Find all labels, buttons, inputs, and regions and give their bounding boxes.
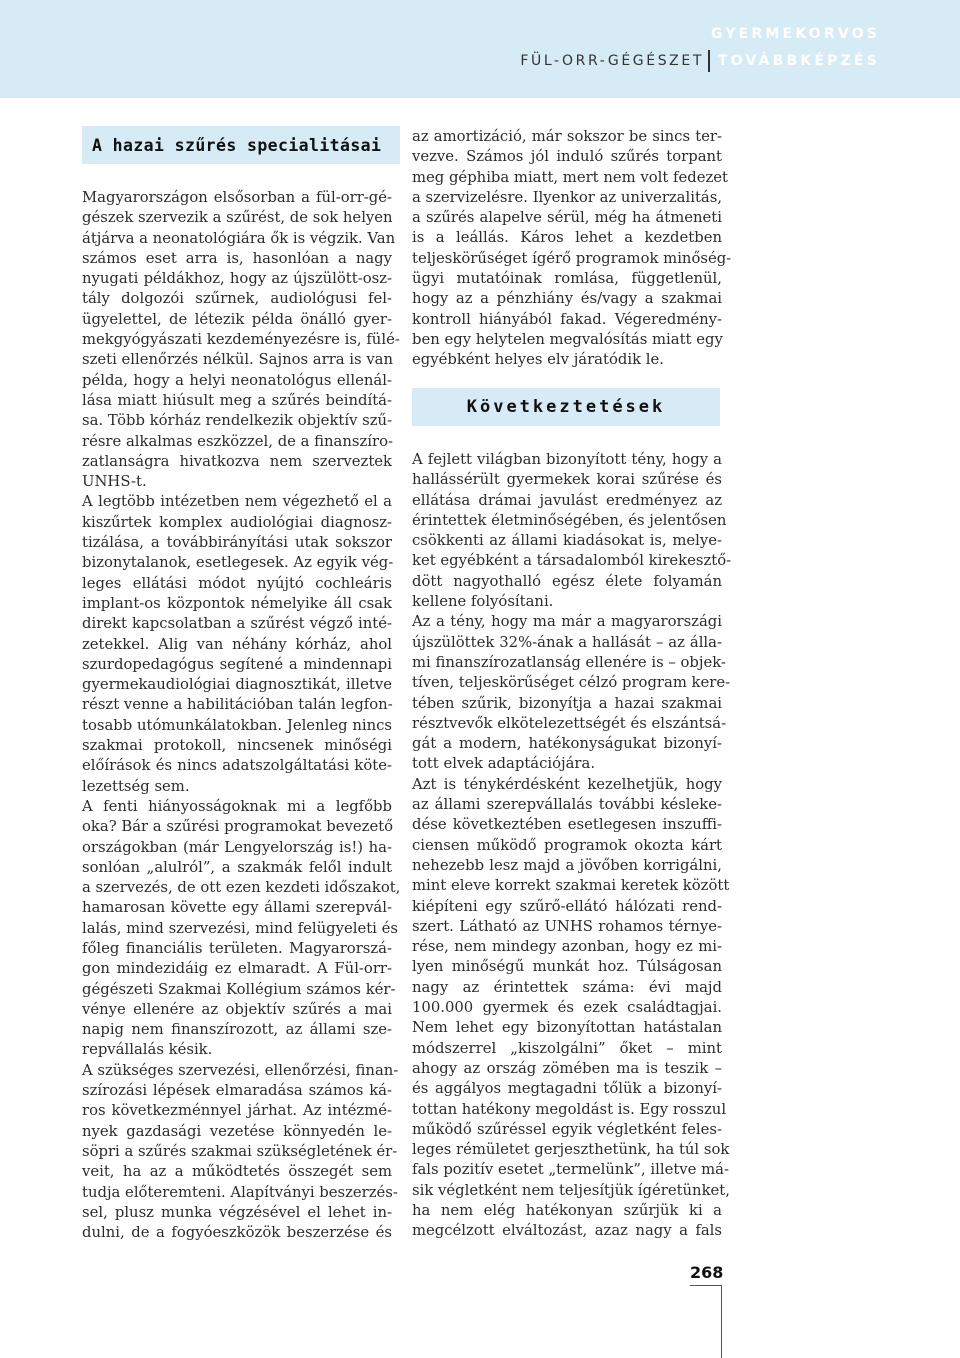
text-line: veit, ha az a működtetés összegét sem <box>82 1163 392 1181</box>
text-line: vezve. Számos jól induló szűrés torpant <box>412 148 722 166</box>
text-line: fals pozitív esetet „termelünk”, illetve má- <box>412 1161 729 1179</box>
text-line: ket egyébként a társadalomból kirekesztő- <box>412 552 732 570</box>
page-number: 268 <box>690 1263 724 1282</box>
section-heading-hazai-szures: A hazai szűrés specialitásai <box>82 126 400 164</box>
text-line: országokban (már Lengyelország is!) ha- <box>82 838 392 856</box>
text-line: Az a tény, hogy ma már a magyarországi <box>412 613 722 631</box>
text-line: gon mindezidáig ez elmaradt. A Fül-orr- <box>82 960 392 978</box>
text-line: leges rémületet gerjeszthetünk, ha túl sok <box>412 1141 730 1159</box>
text-line: kontroll hiányából fakad. Végeredmény- <box>412 310 722 328</box>
text-line: megcélzott elváltozást, azaz nagy a fals <box>412 1222 722 1240</box>
text-line: szírozási lépések elmaradása számos ká- <box>82 1082 392 1100</box>
text-line: a szűrés alapelve sérül, még ha átmeneti <box>412 209 722 227</box>
text-line: dött nagyothalló egész élete folyamán <box>412 572 722 590</box>
text-line: példa, hogy a helyi neonatológus ellenál- <box>82 371 392 389</box>
text-line: kellene folyósítani. <box>412 593 554 611</box>
text-line: ügyi mutatóinak romlása, függetlenül, <box>412 270 722 288</box>
text-line: tizálása, a továbbirányítási utak sokszor <box>82 534 392 552</box>
text-line: Azt is ténykérdésként kezelhetjük, hogy <box>412 775 722 793</box>
text-line: meg géphiba miatt, mert nem volt fedezet <box>412 168 728 186</box>
text-line: mint eleve korrekt szakmai keretek között <box>412 877 730 895</box>
text-line: tott elvek adaptációjára. <box>412 755 596 773</box>
text-line: ciensen működő programok okozta kárt <box>412 836 722 854</box>
text-line: lása miatt hiúsult meg a szűrés beindítá- <box>82 391 392 409</box>
text-line: szert. Látható az UNHS rohamos térnye- <box>412 917 722 935</box>
text-line: módszerrel „kiszolgálni” őket – mint <box>412 1039 722 1057</box>
text-line: átjárva a neonatológiára ők is végzik. Van <box>82 229 396 247</box>
text-line: nehezebb lesz majd a jövőben korrigálni, <box>412 856 722 874</box>
text-line: A fejlett világban bizonyított tény, hogy a <box>412 451 722 468</box>
text-line: tudja előteremteni. Alapítványi beszerzés- <box>82 1183 398 1201</box>
text-line: UNHS-t. <box>82 473 147 491</box>
text-line: bizonytalanok, esetlegesek. Az egyik vég- <box>82 554 394 572</box>
header-divider <box>708 50 710 72</box>
text-line: kiépíteni egy szűrő-ellátó hálózati rend- <box>412 897 722 915</box>
header-type: TOVÁBBKÉPZÉS <box>717 53 880 69</box>
text-line: gát a modern, hatékonyságukat bizonyí- <box>412 735 722 753</box>
text-line: sel, plusz munka végzésével el lehet in- <box>82 1203 392 1221</box>
text-line: résztvevők elkötelezettségét és elszántsá- <box>412 714 727 732</box>
header-band <box>0 0 960 98</box>
right-column-conclusions <box>412 450 732 1242</box>
text-line: az állami szerepvállalás további késleke- <box>412 796 722 814</box>
text-line: hogy az a pénzhiány és/vagy a szakmai <box>412 290 722 308</box>
text-line: számos eset arra is, hasonlóan a nagy <box>82 249 392 267</box>
text-line: részt venne a habilitációban talán legfon- <box>82 696 393 714</box>
section-heading-kovetkeztetesek: Következtetések <box>412 388 720 426</box>
text-line: kiszűrtek komplex audiológiai diagnosz- <box>82 513 392 531</box>
text-line: ügyelettel, de létezik példa önálló gyer- <box>82 310 392 328</box>
text-line: újszülöttek 32%-ának a hallását – az álla- <box>412 633 722 651</box>
text-line: dése következtében esetlegesen inszuffi- <box>412 816 722 834</box>
text-line: az amortizáció, már sokszor be sincs ter- <box>412 128 722 145</box>
text-line: tében szűrik, bizonyítja a hazai szakmai <box>412 694 722 712</box>
text-line: résre alkalmas eszközzel, de a finanszíro- <box>82 432 394 450</box>
text-line: napig nem finanszírozott, az állami sze- <box>82 1021 392 1039</box>
text-line: tottan hatékony megoldást is. Egy rosszul <box>412 1100 727 1118</box>
text-line: ben egy helytelen megvalósítás miatt egy <box>412 330 723 348</box>
text-line: nyek gazdasági vezetése könnyedén le- <box>82 1122 392 1140</box>
text-line: gégészeti Szakmai Kollégium számos kér- <box>82 980 396 998</box>
text-line: is a leállás. Káros lehet a kezdetben <box>412 229 722 247</box>
text-line: csökkenti az állami kiadásokat is, melye- <box>412 532 722 550</box>
text-line: Magyarországon elsősorban a fül-orr-gé- <box>82 189 392 206</box>
text-line: a szervezés, de ott ezen kezdeti időszakot, <box>82 879 401 897</box>
text-line: szurdopedagógus segítené a mindennapi <box>82 655 392 673</box>
text-line: oka? Bár a szűrési programokat bevezető <box>82 818 394 836</box>
text-line: söpri a szűrés szakmai szükségletének ér- <box>82 1142 398 1160</box>
left-column-text <box>82 188 401 1243</box>
text-line: egyébként helyes elv járatódik le. <box>412 351 664 369</box>
text-line: lalás, mind szervezési, mind felügyeleti és <box>82 919 398 937</box>
text-line: lezettség sem. <box>82 777 190 795</box>
text-line: tosabb utómunkálatokban. Jelenleg nincs <box>82 716 392 734</box>
text-line: hamarosan követte egy állami szerepvál- <box>82 899 392 917</box>
text-line: tíven, teljeskörűséget célzó program kere- <box>412 674 731 692</box>
text-line: implant-os központok némelyike áll csak <box>82 594 392 612</box>
text-line: mekgyógyászati kezdeményezésre is, fülé- <box>82 331 400 349</box>
text-line: főleg financiális területen. Magyarorszá- <box>82 939 392 957</box>
text-line: direkt kapcsolatban a szűrést végző inté- <box>82 615 392 633</box>
text-line: nyugati példákhoz, hogy az újszülött-osz- <box>82 270 392 288</box>
text-line: a szervizelésre. Ilyenkor az univerzalitás, <box>412 188 723 206</box>
text-line: és aggályos megtagadni tőlük a bizonyí- <box>412 1080 722 1098</box>
text-line: ellátása drámai javulást eredményez az <box>412 491 722 509</box>
text-line: rése, nem mindegy azonban, hogy ez mi- <box>412 938 722 956</box>
page-number-rule <box>690 1285 722 1286</box>
text-line: repvállalás késik. <box>82 1041 213 1059</box>
text-line: szakmai protokoll, nincsenek minőségi <box>82 737 392 755</box>
text-line: ros következménnyel járhat. Az intézmé- <box>82 1102 392 1120</box>
text-line: szeti ellenőrzés nélkül. Sajnos arra is van <box>82 351 394 369</box>
text-line: 100.000 gyermek és ezek családtagjai. <box>412 999 722 1017</box>
text-line: előírások és nincs adatszolgáltatási köte- <box>82 757 392 775</box>
text-line: lyen minőségű munkát hoz. Túlságosan <box>412 958 722 976</box>
text-line: sik végletként nem teljesítjük ígéretünket, <box>412 1181 730 1199</box>
text-line: gészek szervezik a szűrést, de sok helyen <box>82 209 393 227</box>
text-line: működő szűréssel egyik végletként feles- <box>412 1120 722 1138</box>
header-section <box>520 50 880 72</box>
text-line: zetekkel. Alig van néhány kórház, ahol <box>82 635 392 653</box>
text-line: tály dolgozói szűrnek, audiológusi fel- <box>82 290 392 308</box>
text-line: A fenti hiányosságoknak mi a legfőbb <box>82 797 392 815</box>
text-line: ha nem elég hatékonyan szűrjük ki a <box>412 1201 722 1219</box>
text-line: sonlóan „alulról”, a szakmák felől indult <box>82 858 392 876</box>
text-line: hallássérült gyermekek korai szűrése és <box>412 471 722 489</box>
text-line: Nem lehet egy bizonyítottan hatástalan <box>412 1019 722 1037</box>
text-line: dulni, de a fogyóeszközök beszerzése és <box>82 1224 392 1242</box>
text-line: A szükséges szervezési, ellenőrzési, finan- <box>82 1061 399 1079</box>
text-line: teljeskörűséget ígérő programok minőség- <box>412 249 732 267</box>
header-specialty: FÜL-ORR-GÉGÉSZET <box>520 53 704 69</box>
text-line: vénye ellenére az objektív szűrés a mai <box>82 1000 392 1018</box>
page-margin-rule <box>721 1285 722 1358</box>
text-line: nagy az érintettek száma: évi majd <box>412 978 722 996</box>
text-line: sa. Több kórház rendelkezik objektív szű- <box>82 412 393 430</box>
text-line: leges ellátási módot nyújtó cochleáris <box>82 574 392 592</box>
text-line: ahogy az ország zömében ma is teszik – <box>412 1059 722 1077</box>
text-line: érintettek életminőségében, és jelentősen <box>412 511 727 529</box>
right-column-continuation <box>412 127 732 371</box>
text-line: mi finanszírozatlanság ellenére is – objek- <box>412 653 726 671</box>
text-line: gyermekaudiológiai diagnosztikát, illetve <box>82 676 392 694</box>
text-line: zatlanságra hivatkozva nem szerveztek <box>82 452 392 470</box>
text-line: A legtöbb intézetben nem végezhető el a <box>82 493 392 511</box>
header-category: GYERMEKORVOS <box>710 26 880 42</box>
